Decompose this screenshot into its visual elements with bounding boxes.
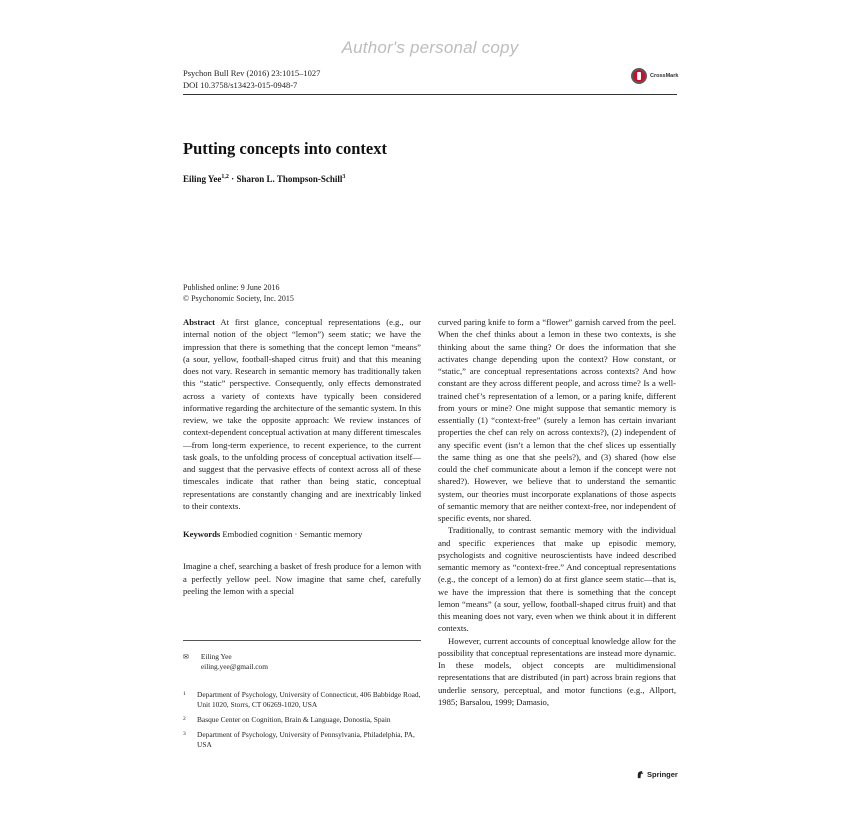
journal-meta [183, 68, 320, 91]
keywords-text: Embodied cognition · Semantic memory [222, 529, 363, 539]
affiliation-item [183, 690, 433, 710]
body-paragraph: However, current accounts of conceptual knowledge allow for the possibility that conceptual representations are instead more dynamic. In these models, object concepts are multidimensional representations that are distributed (in part) across brain regions that underlie sensory, perceptual, and motor functions (e.g., Allport, 1985; Barsalou, 1999; Damasio, [438, 635, 676, 707]
email-link[interactable]: eiling.yee@gmail.com [200, 662, 269, 671]
body-paragraph: curved paring knife to form a “flower” garnish carved from the peel. When the chef thinks about a lemon in these two contexts, is she thinking about the same thing? Or does the information that she activates change depending upon the context? How constant, or “static,” are conceptual representations across contexts? And how constant are they across different people, and across time? Is a well-trained chef’s representation of a lemon, or a paring knife, different from yours or mine? One might suppose that semantic memory is essentially (1) “context-free” (surely a lemon has certain invariant properties the chef can rely on across contexts?), (2) independent of any specific event (isn’t a lemon that the chef slices up essentially the same thing as one that she peels?), and (3) shared (how else could the chef communicate about a lemon if the concept were not shared?). However, we believe that to understand the semantic system, our theories must incorporate explanations of those aspects of semantic memory that are neither context-free, nor independent of specific events, nor shared. [438, 317, 676, 523]
keywords [183, 528, 421, 540]
keywords-label: Keywords [183, 529, 221, 539]
affiliation-text: Department of Psychology, University of Pennsylvania, Philadelphia, PA, USA [197, 730, 415, 749]
author-separator: · [231, 174, 235, 184]
publisher-logo [636, 770, 678, 779]
abstract [183, 316, 421, 512]
affiliation-number: 1 [183, 691, 186, 697]
body-paragraph: Traditionally, to contrast semantic memory with the individual and specific experiences that make up episodic memory, psychologists and cognitive neuroscientists have indeed described semantic memory as “context-free.” And conceptual representations (e.g., the concept of a lemon) do at first glance seem static—that is, we have the impression that there is something that the concept lemon “means” (a sour, yellow, football-shaped citrus fruit) and that this meaning does not vary, even when we think about it in different contexts. [438, 525, 676, 634]
watermark-text: Author's personal copy [341, 38, 519, 57]
published-date: Published online: 9 June 2016 [183, 283, 280, 292]
affiliation-number: 2 [183, 716, 186, 722]
publication-info [183, 283, 294, 304]
copyright-notice: © Psychonomic Society, Inc. 2015 [183, 293, 294, 303]
article-title: Putting concepts into context [183, 139, 387, 158]
author-name[interactable]: Sharon L. Thompson-Schill [236, 174, 343, 184]
affiliation-text: Basque Center on Cognition, Brain & Language, Donostia, Spain [197, 715, 391, 724]
correspondence [183, 652, 268, 672]
corresponding-author: Eiling Yee [200, 652, 232, 661]
right-column [438, 316, 676, 708]
author-affiliation-marker: 1,2 [221, 174, 229, 180]
publisher-name: Springer [647, 770, 678, 779]
doi-link[interactable]: DOI 10.3758/s13423-015-0948-7 [183, 79, 298, 90]
abstract-label: Abstract [183, 317, 215, 327]
left-column [183, 316, 421, 597]
affiliations [183, 690, 433, 755]
header-rule [183, 94, 677, 95]
abstract-text: At first glance, conceptual representations (e.g., our internal notion of the object “lemon”) seem static; we have the impression that there is something that the concept lemon “means” (a sour, yellow, football-shaped citrus fruit) and that this meaning does not vary. Research in semantic memory has traditionally taken this “static” perspective. Consequently, only effects demonstrated across a variety of contexts have typically been considered informative regarding the architecture of the semantic system. In this review, we take the opposite approach: We review instances of context-dependent conceptual activation at many different timescales—from long-term experience, to recent experience, to the current task goals, to the unfolding process of conceptual activation itself—and suggest that the pervasive effects of context across all of these timescales indicate that rather than being static, conceptual representations are constantly changing and are inextricably linked to their contexts. [183, 317, 421, 511]
journal-citation: Psychon Bull Rev (2016) 23:1015–1027 [183, 68, 321, 78]
affiliation-number: 3 [183, 731, 186, 737]
affiliation-item [183, 730, 433, 750]
affiliation-item [183, 715, 433, 725]
crossmark-label: CrossMark [650, 73, 679, 79]
footnote-rule [183, 640, 421, 641]
author-affiliation-marker: 3 [342, 174, 346, 180]
affiliation-text: Department of Psychology, University of Connecticut, 406 Babbidge Road, Unit 1020, Storrs, CT 06269-1020, USA [197, 690, 421, 709]
springer-horse-icon [636, 770, 645, 779]
envelope-icon: ✉ [183, 653, 189, 661]
author-name[interactable]: Eiling Yee [183, 174, 222, 184]
author-list [183, 174, 345, 184]
crossmark-badge[interactable] [631, 68, 678, 84]
crossmark-icon [631, 68, 647, 84]
intro-paragraph: Imagine a chef, searching a basket of fresh produce for a lemon with a perfectly yellow peel. Now imagine that same chef, carefully peeling the lemon with a special [183, 561, 421, 596]
